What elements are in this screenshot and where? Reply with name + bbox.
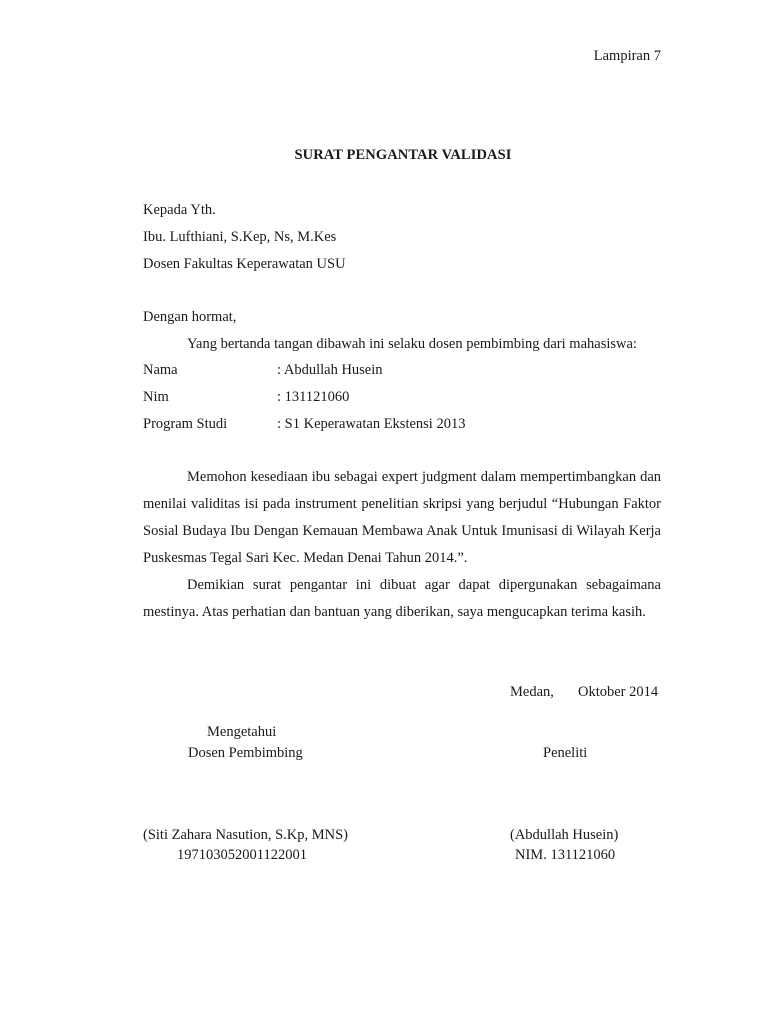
appendix-label: Lampiran 7 xyxy=(593,48,661,64)
date-city: Medan, xyxy=(510,684,554,700)
greeting: Dengan hormat, xyxy=(143,309,237,325)
date-month-year: Oktober 2014 xyxy=(578,684,659,700)
closing-paragraph: Demikian surat pengantar ini dibuat agar dapat dipergunakan sebagaimana mestinya. Atas perhatian dan bantuan yang diberikan, saya mengucapkan terima kasih. xyxy=(143,577,661,620)
student-program-row xyxy=(143,415,643,442)
advisor-nip: 197103052001122001 xyxy=(177,847,307,863)
student-nim-label: Nim xyxy=(143,389,169,405)
student-name-row xyxy=(143,361,643,388)
student-name-value: : Abdullah Husein xyxy=(277,362,383,378)
letter-title: SURAT PENGANTAR VALIDASI xyxy=(294,147,512,163)
student-program-label: Program Studi xyxy=(143,416,228,432)
student-details xyxy=(143,361,643,442)
request-paragraph: Memohon kesediaan ibu sebagai expert judgment dalam mempertimbangkan dan menilai validitas isi pada instrument penelitian skripsi yang berjudul “Hubungan Faktor Sosial Budaya Ibu Dengan Kemauan Membawa Anak Untuk Imunisasi di Wilayah Kerja Puskesmas Tegal Sari Kec. Medan Denai Tahun 2014.”. xyxy=(143,469,661,566)
student-nim-value: : 131121060 xyxy=(277,389,350,405)
advisor-name: (Siti Zahara Nasution, S.Kp, MNS) xyxy=(143,827,348,843)
student-name-label: Nama xyxy=(143,362,178,378)
acknowledge-label: Mengetahui xyxy=(207,724,277,740)
recipient-salutation: Kepada Yth. xyxy=(143,202,216,218)
recipient-position: Dosen Fakultas Keperawatan USU xyxy=(143,256,346,272)
advisor-role: Dosen Pembimbing xyxy=(188,745,303,761)
researcher-role: Peneliti xyxy=(543,745,588,761)
recipient-name: Ibu. Lufthiani, S.Kep, Ns, M.Kes xyxy=(143,229,337,245)
researcher-name: (Abdullah Husein) xyxy=(510,827,619,843)
recipient-block xyxy=(143,201,346,282)
student-nim-row xyxy=(143,388,643,415)
student-program-value: : S1 Keperawatan Ekstensi 2013 xyxy=(277,416,466,432)
intro-line: Yang bertanda tangan dibawah ini selaku dosen pembimbing dari mahasiswa: xyxy=(187,336,637,352)
researcher-nim: NIM. 131121060 xyxy=(515,847,616,863)
